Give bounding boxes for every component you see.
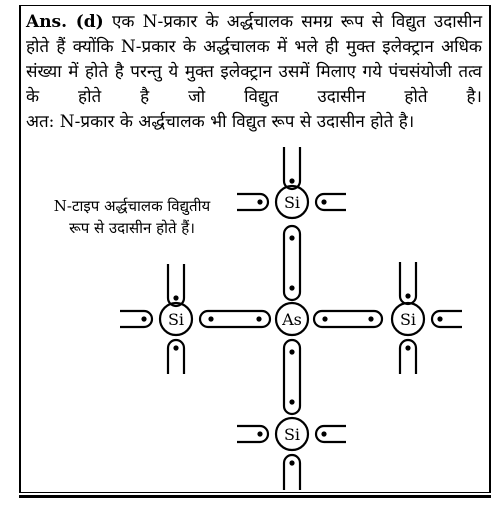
caption-line-2: रूप से उदासीन होते हैं। [69,219,195,237]
atom-label: Si [283,425,301,444]
atom-label: As [282,310,302,329]
bond-top-as [284,226,300,300]
atom-label: Si [283,193,301,212]
atom-right-si [392,262,462,374]
electron-dot [321,199,326,204]
answer-conclusion: अत: N-प्रकार के अर्द्धचालक भी विद्युत रूप से उदासीन होते है। [26,112,415,132]
bond-left [237,194,268,210]
atom-label: Si [167,310,185,329]
bond-down [168,340,184,374]
electron-dot [405,293,410,298]
bond-right [316,194,346,210]
electron-dot [173,345,178,350]
caption-line-1: N-टाइप अर्द्धचालक विद्युतीय [53,197,211,215]
bond-as-right [314,311,382,327]
atom-bottom-si [237,418,346,490]
electron-dot [257,199,262,204]
atom-label: Si [399,310,417,329]
atom-top-si [237,147,346,218]
electron-dot [405,345,410,350]
bond-down [284,455,300,490]
electron-dot [141,316,146,321]
bond-down [400,340,416,374]
electron-dot [257,431,262,436]
electron-dot [321,431,326,436]
bond-right [432,311,462,327]
bond-right [316,426,346,442]
bond-left-as [200,311,270,327]
bond-as-bottom [284,340,300,414]
atom-left-si [120,264,192,374]
answer-prefix: Ans. (d) [26,12,104,32]
atom-center-as [276,303,308,335]
electron-dot [437,316,442,321]
bond-left [237,426,268,442]
electron-dot [173,295,178,300]
electron-dot [289,460,294,465]
bond-left [120,311,152,327]
electron-dot [289,178,294,183]
answer-text: एक N-प्रकार के अर्द्धचालक समग्र रूप से विद्युत उदासीन होते हैं क्योंकि N-प्रकार के अर्द्धचालक में भले ही मुक्त इलेक्ट्रान अधिक संख्या में होते है परन्तु ये मुक्त इलेक्ट्रान उसमें मिलाए गये पंचसंयोजी तत्व के होते है जो विद्युत उदासीन होते है। [26,12,483,107]
